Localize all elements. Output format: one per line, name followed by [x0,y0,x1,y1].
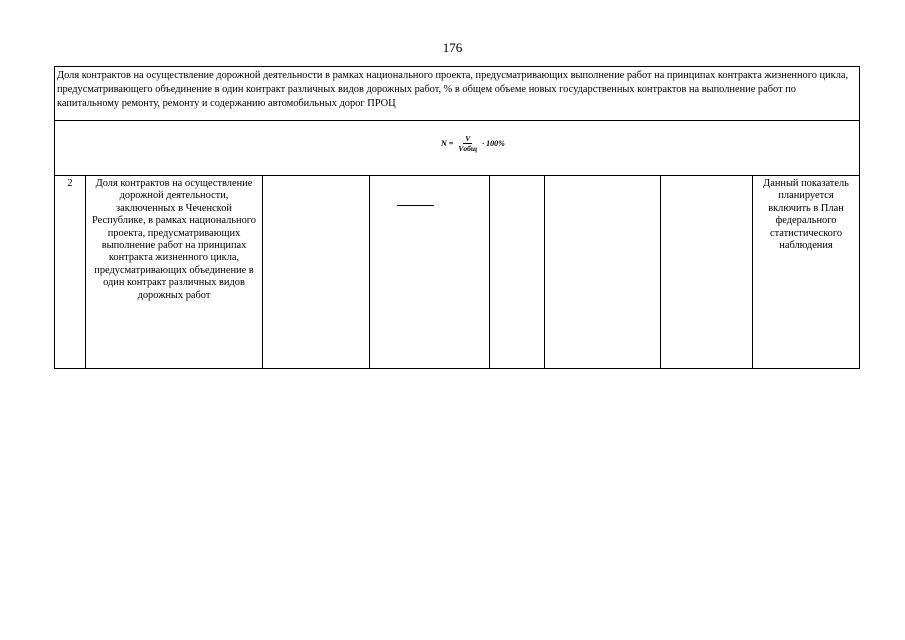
formula-denominator: Vобщ [458,144,478,153]
formula-tail: · 100% [482,139,505,148]
empty-cell-7 [661,176,753,369]
formula-fraction [456,134,479,153]
empty-cell-6 [545,176,661,369]
table-row [55,176,859,369]
indicator-header-text: Доля контрактов на осуществление дорожной деятельности в рамках национального проекта, предусматривающих выполнение работ на принципах контракта жизненного цикла, предусматривающего объединение в один контракт различных видов дорожных работ, % в общем объеме новых государственных контрактов на выполнение работ по капитальному ремонту, ремонту и содержанию автомобильных дорог ПРОЦ [55,67,859,121]
row-number: 2 [55,176,86,369]
row-note: Данный показатель планируется включить в План федерального статистического наблюдения [763,178,849,252]
dash-line [397,205,434,206]
row-description: Доля контрактов на осуществление дорожной деятельности, заключенных в Чеченской Республике, в рамках национального проекта, предусматривающих выполнение работ на принципах контракта жизненного цикла, предусматривающих объединение в один контракт различных видов дорожных работ [86,176,263,369]
formula-lhs: N = [441,139,454,148]
indicator-table [54,66,860,369]
empty-cell-3 [263,176,370,369]
formula-cell [55,121,859,176]
formula [441,134,505,153]
empty-cell-5 [490,176,545,369]
page-number: 176 [442,40,463,55]
formula-numerator: V [465,134,471,143]
